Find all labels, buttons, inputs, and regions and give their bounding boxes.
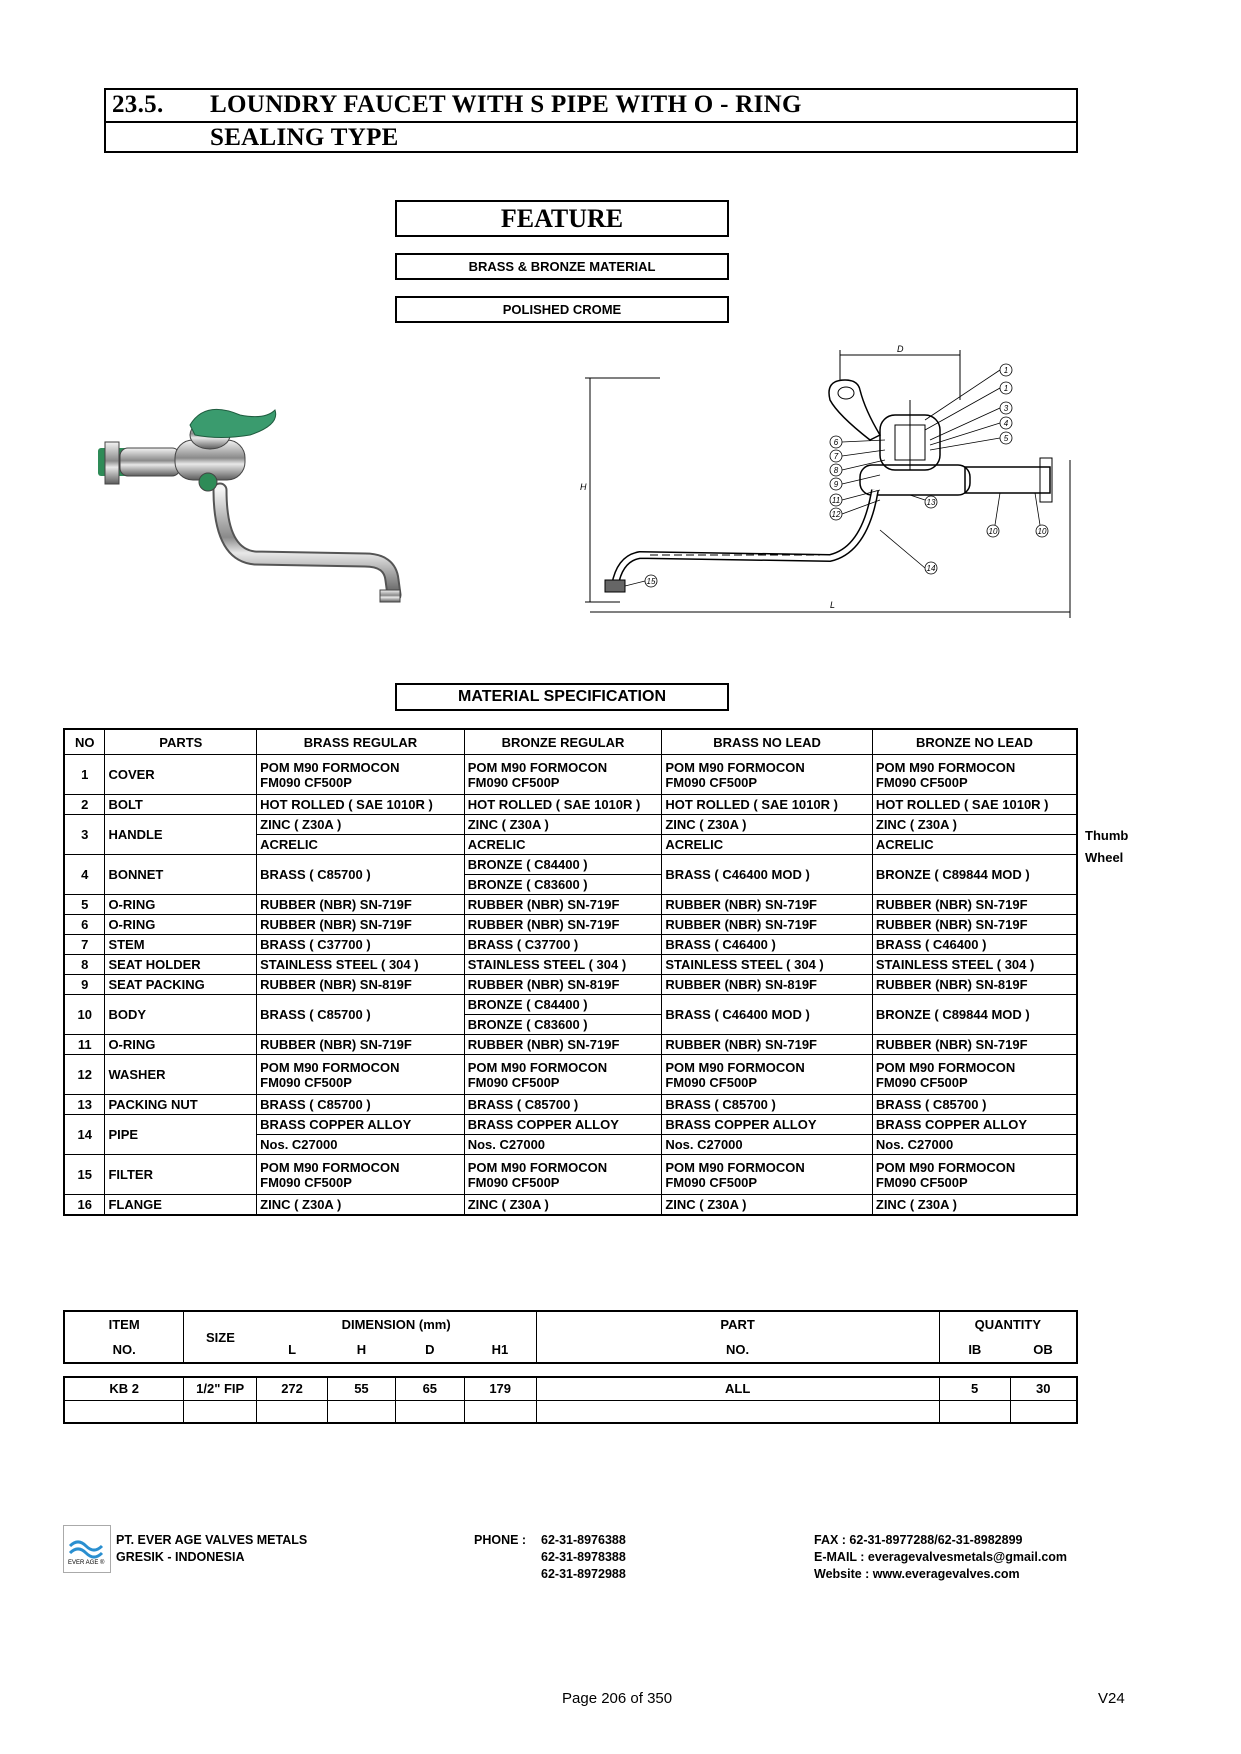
material-brass-regular: BRASS ( C85700 ) [257,855,465,895]
header-brass-no-lead: BRASS NO LEAD [662,729,873,755]
header-item: ITEM [64,1311,184,1337]
material-brass-regular: POM M90 FORMOCON FM090 CF500P [257,1155,465,1195]
material-bronze-regular: BRASS ( C37700 ) [464,935,662,955]
website[interactable]: Website : www.everagevalves.com [814,1567,1020,1581]
faucet-technical-drawing [580,340,1080,625]
material-spec-heading: MATERIAL SPECIFICATION [395,683,729,711]
callout-11: 11 [831,496,841,505]
material-brass-regular: POM M90 FORMOCON FM090 CF500P [257,1055,465,1095]
part-name: SEAT HOLDER [105,955,257,975]
part-no: 10 [64,995,105,1035]
part-name: O-RING [105,1035,257,1055]
material-brass-regular: BRASS ( C85700 ) [257,995,465,1035]
material-brass-no-lead: BRASS COPPER ALLOY [662,1115,873,1135]
spec-row [64,795,1077,815]
part-name: PACKING NUT [105,1095,257,1115]
material-bronze-regular: HOT ROLLED ( SAE 1010R ) [464,795,662,815]
title-line-2: SEALING TYPE [210,124,399,151]
material-brass-no-lead: BRASS ( C85700 ) [662,1095,873,1115]
part-name: COVER [105,755,257,795]
header-size: SIZE [184,1311,257,1363]
dimension-header-table [63,1310,1078,1364]
item-h1: 179 [464,1377,536,1400]
part-no: 2 [64,795,105,815]
part-name: O-RING [105,895,257,915]
part-name: STEM [105,935,257,955]
callout-6: 6 [833,438,839,447]
part-no: 16 [64,1195,105,1215]
material-brass-regular: ZINC ( Z30A ) [257,815,465,835]
spec-row [64,915,1077,935]
material-bronze-no-lead: POM M90 FORMOCON FM090 CF500P [872,1055,1077,1095]
part-name: WASHER [105,1055,257,1095]
material-bronze-regular: BRONZE ( C84400 ) [464,995,662,1015]
header-item-no: NO. [64,1337,184,1363]
spec-row [64,1155,1077,1195]
item-d: 65 [395,1377,464,1400]
part-name: BOLT [105,795,257,815]
material-brass-regular-alt: Nos. C27000 [257,1135,465,1155]
material-bronze-regular: BRASS ( C85700 ) [464,1095,662,1115]
material-bronze-no-lead-alt: ACRELIC [872,835,1077,855]
header-part: PART [536,1311,939,1337]
part-no: 9 [64,975,105,995]
spec-row [64,1115,1077,1135]
material-bronze-no-lead: RUBBER (NBR) SN-719F [872,1035,1077,1055]
spec-row [64,975,1077,995]
part-name: PIPE [105,1115,257,1155]
part-no: 8 [64,955,105,975]
part-name: O-RING [105,915,257,935]
part-name: SEAT PACKING [105,975,257,995]
part-no: 4 [64,855,105,895]
part-no: 15 [64,1155,105,1195]
material-bronze-regular: POM M90 FORMOCON FM090 CF500P [464,1055,662,1095]
material-bronze-no-lead: RUBBER (NBR) SN-719F [872,915,1077,935]
spec-row [64,1195,1077,1215]
item-h: 55 [328,1377,396,1400]
material-bronze-regular: RUBBER (NBR) SN-719F [464,915,662,935]
part-no: 11 [64,1035,105,1055]
phone-2: 62-31-8978388 [541,1550,626,1564]
part-no: 12 [64,1055,105,1095]
company-city: GRESIK - INDONESIA [116,1550,245,1564]
handle-note-wheel: Wheel [1085,850,1124,865]
spec-row [64,895,1077,915]
material-bronze-no-lead: POM M90 FORMOCON FM090 CF500P [872,755,1077,795]
part-no: 7 [64,935,105,955]
material-bronze-no-lead: BRASS COPPER ALLOY [872,1115,1077,1135]
fax: FAX : 62-31-8977288/62-31-8982899 [814,1533,1023,1547]
company-logo [63,1525,111,1573]
part-name: FLANGE [105,1195,257,1215]
material-brass-no-lead: RUBBER (NBR) SN-719F [662,1035,873,1055]
spec-row [64,1055,1077,1095]
item-ob: 30 [1010,1377,1077,1400]
dim-h-label: H [580,482,587,492]
spec-row [64,935,1077,955]
item-no: KB 2 [64,1377,184,1400]
material-brass-no-lead: BRASS ( C46400 MOD ) [662,855,873,895]
callout-4: 4 [1003,419,1009,428]
material-brass-regular-alt: ACRELIC [257,835,465,855]
phone-1: 62-31-8976388 [541,1533,626,1547]
callout-13: 13 [926,498,936,507]
material-brass-no-lead: ZINC ( Z30A ) [662,1195,873,1215]
material-brass-regular: BRASS ( C85700 ) [257,1095,465,1115]
material-bronze-regular: POM M90 FORMOCON FM090 CF500P [464,755,662,795]
callout-1a: 1 [1003,366,1009,375]
header-ob: OB [1010,1337,1077,1363]
dimension-data-table [63,1376,1078,1424]
material-brass-regular: RUBBER (NBR) SN-819F [257,975,465,995]
title-divider [106,121,1076,123]
material-brass-regular: RUBBER (NBR) SN-719F [257,915,465,935]
material-brass-no-lead: POM M90 FORMOCON FM090 CF500P [662,755,873,795]
part-no: 13 [64,1095,105,1115]
material-brass-no-lead: RUBBER (NBR) SN-719F [662,895,873,915]
material-bronze-regular-alt: ACRELIC [464,835,662,855]
material-bronze-no-lead: RUBBER (NBR) SN-819F [872,975,1077,995]
material-bronze-regular: BRONZE ( C84400 ) [464,855,662,875]
item-l: 272 [257,1377,328,1400]
material-brass-regular: BRASS COPPER ALLOY [257,1115,465,1135]
material-brass-regular: POM M90 FORMOCON FM090 CF500P [257,755,465,795]
header-h: H [356,1342,367,1357]
material-brass-no-lead: RUBBER (NBR) SN-719F [662,915,873,935]
spec-row [64,815,1077,835]
dim-l-label: L [830,600,836,610]
callout-5: 5 [1003,434,1009,443]
company-name: PT. EVER AGE VALVES METALS [116,1533,308,1547]
header-ib: IB [939,1337,1010,1363]
spec-row [64,995,1077,1015]
spec-row [64,855,1077,875]
material-brass-regular: BRASS ( C37700 ) [257,935,465,955]
part-name: BONNET [105,855,257,895]
logo-text: EVER AGE ® [68,1560,105,1566]
material-bronze-no-lead: HOT ROLLED ( SAE 1010R ) [872,795,1077,815]
callout-10b: 10 [1037,527,1047,536]
material-brass-no-lead: POM M90 FORMOCON FM090 CF500P [662,1155,873,1195]
header-brass-regular: BRASS REGULAR [257,729,465,755]
material-bronze-regular: POM M90 FORMOCON FM090 CF500P [464,1155,662,1195]
dimension-row [64,1377,1077,1400]
part-name: HANDLE [105,815,257,855]
version: V24 [1098,1690,1125,1707]
material-brass-no-lead: BRASS ( C46400 MOD ) [662,995,873,1035]
callout-10a: 10 [988,527,998,536]
header-d: D [425,1342,435,1357]
feature-item-material: BRASS & BRONZE MATERIAL [395,253,729,280]
material-brass-no-lead: STAINLESS STEEL ( 304 ) [662,955,873,975]
material-brass-regular: RUBBER (NBR) SN-719F [257,1035,465,1055]
material-bronze-regular: RUBBER (NBR) SN-819F [464,975,662,995]
page-number: Page 206 of 350 [562,1690,673,1707]
header-h1: H1 [464,1337,536,1363]
callout-1b: 1 [1003,384,1009,393]
callout-15: 15 [646,577,656,586]
material-bronze-no-lead: ZINC ( Z30A ) [872,815,1077,835]
item-ib: 5 [939,1377,1010,1400]
title-line-1: LOUNDRY FAUCET WITH S PIPE WITH O - RING [210,91,802,118]
material-bronze-regular-alt: BRONZE ( C83600 ) [464,875,662,895]
faucet-product-photo [80,390,420,610]
material-bronze-regular: STAINLESS STEEL ( 304 ) [464,955,662,975]
dimension-empty-row [64,1400,1077,1423]
header-quantity: QUANTITY [939,1311,1077,1337]
feature-item-finish: POLISHED CROME [395,296,729,323]
phone-3: 62-31-8972988 [541,1567,626,1581]
material-bronze-no-lead: BRONZE ( C89844 MOD ) [872,995,1077,1035]
material-bronze-regular-alt: BRONZE ( C83600 ) [464,1015,662,1035]
spec-row [64,1095,1077,1115]
part-name: FILTER [105,1155,257,1195]
material-brass-no-lead-alt: ACRELIC [662,835,873,855]
material-bronze-regular: RUBBER (NBR) SN-719F [464,895,662,915]
callout-8: 8 [833,466,839,475]
material-brass-regular: STAINLESS STEEL ( 304 ) [257,955,465,975]
spec-header-row [64,729,1077,755]
section-number: 23.5. [112,91,164,118]
material-bronze-no-lead: BRONZE ( C89844 MOD ) [872,855,1077,895]
material-spec-table [63,728,1078,1216]
part-name: BODY [105,995,257,1035]
callout-3: 3 [1003,404,1009,413]
handle-note-thumb: Thumb [1085,828,1129,843]
callout-9: 9 [833,480,839,489]
spec-row [64,1035,1077,1055]
material-bronze-regular: BRASS COPPER ALLOY [464,1115,662,1135]
callout-7: 7 [833,452,839,461]
material-bronze-no-lead: BRASS ( C85700 ) [872,1095,1077,1115]
spec-row [64,955,1077,975]
header-l: L [288,1342,297,1357]
callout-12: 12 [831,510,841,519]
material-bronze-no-lead: ZINC ( Z30A ) [872,1195,1077,1215]
part-no: 1 [64,755,105,795]
material-brass-no-lead: ZINC ( Z30A ) [662,815,873,835]
email[interactable]: E-MAIL : everagevalvesmetals@gmail.com [814,1550,1068,1564]
part-no: 6 [64,915,105,935]
material-bronze-regular: ZINC ( Z30A ) [464,1195,662,1215]
item-part: ALL [536,1377,939,1400]
material-brass-no-lead: HOT ROLLED ( SAE 1010R ) [662,795,873,815]
section-title-box [104,88,1078,153]
material-brass-no-lead: POM M90 FORMOCON FM090 CF500P [662,1055,873,1095]
part-no: 3 [64,815,105,855]
phone-label: PHONE : [474,1533,527,1547]
material-brass-no-lead-alt: Nos. C27000 [662,1135,873,1155]
dim-d-label: D [897,344,904,354]
header-part-no: NO. [536,1337,939,1363]
material-brass-regular: RUBBER (NBR) SN-719F [257,895,465,915]
header-no: NO [64,729,105,755]
material-bronze-regular: RUBBER (NBR) SN-719F [464,1035,662,1055]
callout-14: 14 [926,564,936,573]
material-brass-regular: HOT ROLLED ( SAE 1010R ) [257,795,465,815]
material-bronze-no-lead: STAINLESS STEEL ( 304 ) [872,955,1077,975]
part-no: 14 [64,1115,105,1155]
material-bronze-no-lead: RUBBER (NBR) SN-719F [872,895,1077,915]
header-bronze-regular: BRONZE REGULAR [464,729,662,755]
feature-heading: FEATURE [395,200,729,237]
material-bronze-regular-alt: Nos. C27000 [464,1135,662,1155]
header-bronze-no-lead: BRONZE NO LEAD [872,729,1077,755]
part-no: 5 [64,895,105,915]
material-brass-regular: ZINC ( Z30A ) [257,1195,465,1215]
material-brass-no-lead: BRASS ( C46400 ) [662,935,873,955]
header-dimension: DIMENSION (mm) [257,1311,536,1337]
material-bronze-regular: ZINC ( Z30A ) [464,815,662,835]
material-bronze-no-lead-alt: Nos. C27000 [872,1135,1077,1155]
header-parts: PARTS [105,729,257,755]
material-bronze-no-lead: POM M90 FORMOCON FM090 CF500P [872,1155,1077,1195]
material-bronze-no-lead: BRASS ( C46400 ) [872,935,1077,955]
material-brass-no-lead: RUBBER (NBR) SN-819F [662,975,873,995]
spec-row [64,755,1077,795]
item-size: 1/2" FIP [184,1377,257,1400]
